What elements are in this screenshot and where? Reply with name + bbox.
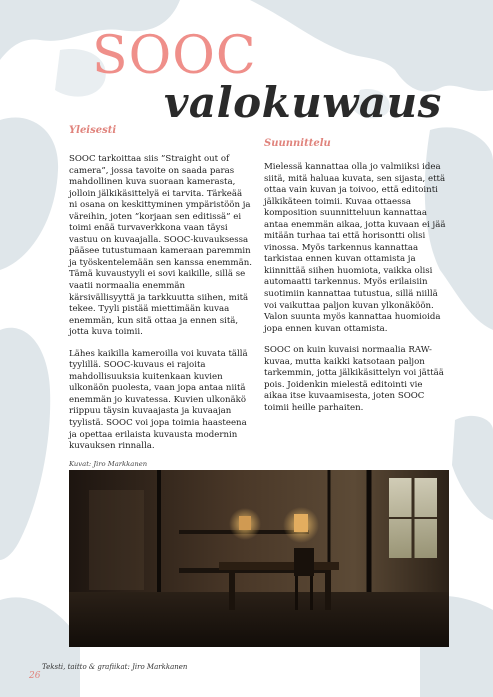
interior-photo-illustration bbox=[69, 470, 449, 647]
left-column bbox=[69, 154, 252, 463]
title-valokuwaus: valokuwaus bbox=[164, 78, 442, 127]
right-paragraph-2: SOOC on kuin kuvaisi normaalia RAW-kuvaa, mutta kaikki katsotaan paljon tarkemmin, jotta jälkikäsittelyn voi jättää pois. Joidenkin mielestä editointi vie aikaa itse kuvaamisesta, joten SOOC toimii heille parhaiten. bbox=[264, 345, 444, 413]
photo-caption: Kuvat: Jiro Markkanen bbox=[69, 460, 148, 468]
left-paragraph-2: Lähes kaikilla kameroilla voi kuvata tällä tyylillä. SOOC-kuvaus ei rajoita mahdollisuuksia kuitenkaan kuvien ulkonäön puolesta, vaan jopa antaa niitä enemmän jo kuvatessa. Kuvien ulkonäkö riippuu täysin kuvaajasta ja kuvaajan tyylistä. SOOC voi jopa toimia haasteena ja opettaa erilaista kuvausta modernin kuvauksen rinnalla. bbox=[69, 348, 248, 452]
left-column-heading: Yleisesti bbox=[69, 125, 117, 136]
right-paragraph-1: Mielessä kannattaa olla jo valmiiksi idea siitä, mitä haluaa kuvata, sen sijasta, että ottaa vain kuvan ja toivoo, että editointi jälkikäteen toimii. Kuvaa ottaessa komposition suunnitteluun kannattaa antaa enemmän aikaa, jotta kuvaan ei jää mitään turhaa tai että horisontti olisi vinossa. Myös tarkennus kannattaa tarkistaa ennen kuvan ottamista ja kiinnittää siihen huomiota, vaikka olisi automaatti tarkennus. Myös erilaisiin suotimiin kannattaa tutustua, sillä niillä voi vaikuttaa paljon kuvan ylkonäköön. Valon suunta myös kannattaa huomioida jopa ennen kuvan ottamista. bbox=[264, 162, 446, 334]
title-sooc: SOOC bbox=[92, 26, 257, 86]
interior-photo bbox=[69, 470, 449, 647]
right-column-heading: Suunnittelu bbox=[264, 138, 331, 149]
footer-credit: Teksti, taitto & grafiikat: Jiro Markkanen bbox=[42, 663, 188, 671]
left-paragraph-1: SOOC tarkoittaa siis ”Straight out of camera”, jossa tavoite on saada paras mahdollinen kuva suoraan kamerasta, jolloin jälkikäsittelyä ei tarvita. Tärkeää ni osana on keskittyminen ympäristöön ja väreihin, joten ”korjaan sen editissä” ei toimi enää turvaverkkona vaan täysi vastuu on kuvaajalla. SOOC-kuvauksessa pääsee tutustumaan kameraan paremmin ja työskentelemään sen kanssa enemmän. Tämä kuvaustyyli ei sovi kaikille, sillä se vaatii normaalia enemmän kärsivällisyyttä ja tarkkuutta siihen, mitä tekee. Tyyli pistää miettimään kuvaa enemmän, kun sitä ottaa ja ennen sitä, jotta kuva toimii. bbox=[69, 154, 252, 338]
page-number: 26 bbox=[29, 671, 41, 681]
right-column bbox=[264, 162, 448, 424]
